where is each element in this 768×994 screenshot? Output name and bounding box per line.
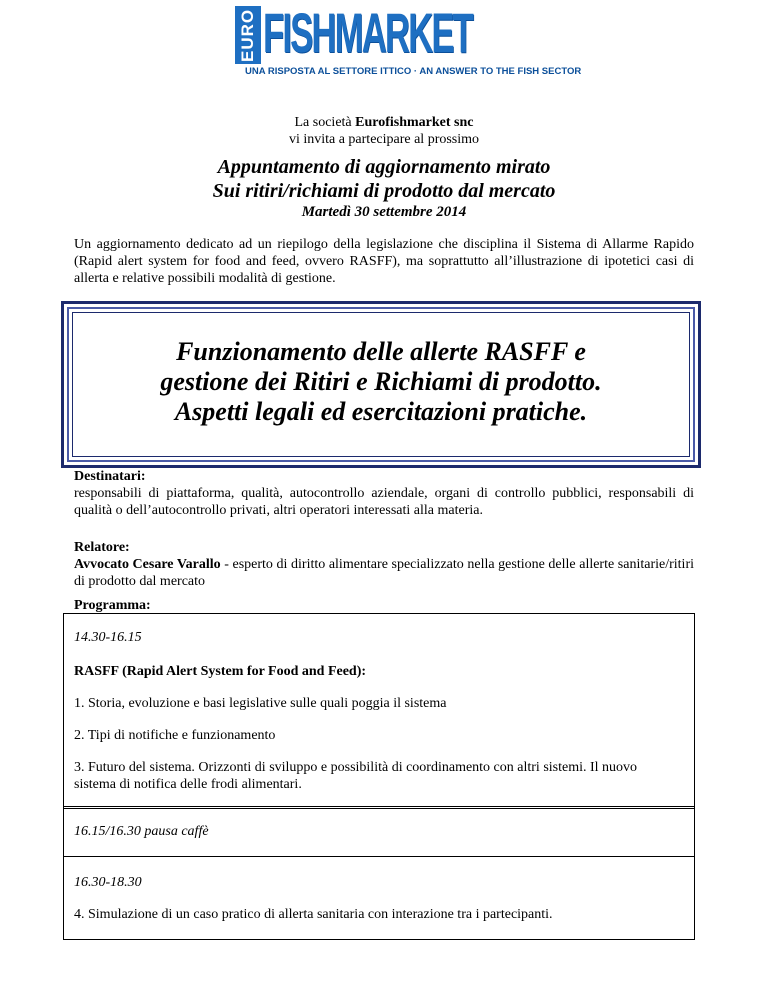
program-item: 1. Storia, evoluzione e basi legislative sulle quali poggia il sistema <box>74 696 447 711</box>
program-item: 4. Simulazione di un caso pratico di allerta sanitaria con interazione tra i partecipanti. <box>74 907 553 922</box>
coffee-break: 16.15/16.30 pausa caffè <box>74 824 209 839</box>
company-name: Eurofishmarket snc <box>355 115 474 130</box>
table-row-divider <box>63 808 695 809</box>
box-title-line-3: Aspetti legali ed esercitazioni pratiche. <box>174 397 588 426</box>
session-1-time: 14.30-16.15 <box>74 630 142 645</box>
event-date: Martedì 30 settembre 2014 <box>301 204 467 220</box>
intro-line-1 <box>0 114 768 131</box>
box-title-line-1: Funzionamento delle allerte RASFF e <box>176 337 586 366</box>
logo-euro-text: EURO <box>235 6 261 64</box>
session-2-time: 16.30-18.30 <box>74 875 142 890</box>
program-item: 3. Futuro del sistema. Orizzonti di sviluppo e possibilità di coordinamento con altri sistemi. Il nuovo sistema di notifica delle frodi alimentari. <box>74 760 638 792</box>
relatore-text: - esperto di diritto alimentare specializzato nella gestione delle allerte sanitarie/ritiri di prodotto dal mercato <box>74 557 694 589</box>
destinatari-label: Destinatari: <box>74 469 146 484</box>
event-description: Un aggiornamento dedicato ad un riepilogo della legislazione che disciplina il Sistema di Allarme Rapido (Rapid alert system for food and feed, ovvero RASFF), ma soprattutto all’illustrazione di ipotetici casi di allerta e relative possibili modalità di gestione. <box>74 237 694 286</box>
destinatari-text: responsabili di piattaforma, qualità, autocontrollo aziendale, organi di controllo pubblici, responsabili di qualità o dell’autocontrollo privati, altri operatori interessati alla materia. <box>74 486 694 518</box>
intro-line-2: vi invita a partecipare al prossimo <box>288 132 480 147</box>
table-row-divider <box>63 856 695 857</box>
logo-wordmark: FISHMARKET <box>263 1 472 64</box>
logo-tagline: UNA RISPOSTA AL SETTORE ITTICO · AN ANSWER TO THE FISH SECTOR <box>245 66 582 77</box>
relatore-paragraph <box>74 556 694 590</box>
intro-prefix: La società <box>294 115 356 130</box>
box-title-line-2: gestione dei Ritiri e Richiami di prodotto. <box>160 367 602 396</box>
relatore-name: Avvocato Cesare Varallo <box>74 557 221 572</box>
event-title-line-1: Appuntamento di aggiornamento mirato <box>217 156 551 178</box>
event-title-line-2: Sui ritiri/richiami di prodotto dal mercato <box>212 180 556 202</box>
program-item: 2. Tipi di notifiche e funzionamento <box>74 728 276 743</box>
session-1-title: RASFF (Rapid Alert System for Food and Feed): <box>74 664 367 679</box>
relatore-label: Relatore: <box>74 540 130 555</box>
table-row-divider <box>63 806 695 807</box>
programma-label: Programma: <box>74 598 151 613</box>
